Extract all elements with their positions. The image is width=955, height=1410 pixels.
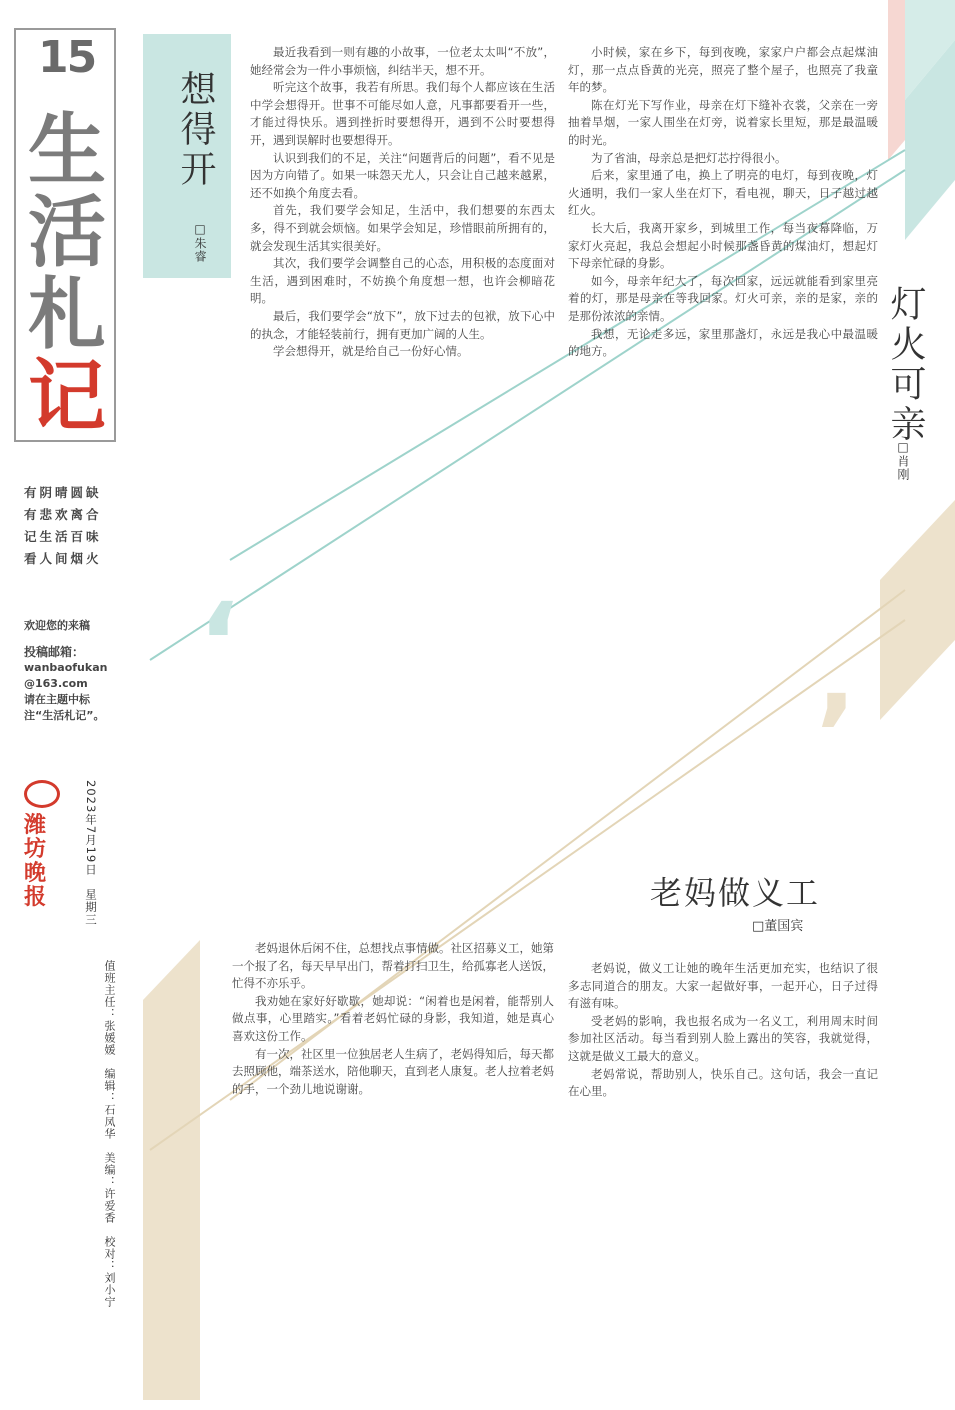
paragraph: 其次，我们要学会调整自己的心态，用积极的态度面对生活，遇到困难时，不妨换个角度想一想，也许会柳暗花明。	[250, 256, 555, 306]
issue-date: 2023年7月19日 星期三	[84, 780, 98, 926]
article-title-3: 老妈做义工	[650, 874, 821, 912]
paragraph: 最近我看到一则有趣的小故事，一位老太太叫“不放”，她经常会为一件小事烦恼，纠结半天，想不开。	[250, 45, 555, 77]
paragraph: 认识到我们的不足，关注“问题背后的问题”，看不见是因为方向错了。如果一味怨天尤人，只会让自己越来越累，还不如换个角度去看。	[250, 150, 555, 200]
article-byline-1: □朱睿	[193, 222, 207, 263]
article-body-1	[250, 44, 555, 544]
article-byline-2: □肖刚	[896, 440, 910, 481]
submission-note: 请在主题中标注“生活札记”。	[24, 693, 105, 722]
email-address[interactable]: @163.com	[24, 677, 88, 690]
section-slogan	[24, 482, 102, 570]
paragraph: 为了省油，母亲总是把灯芯拧得很小。	[591, 150, 787, 165]
paragraph: 如今，母亲年纪大了，每次回家，远远就能看到家里亮着的灯，那是母亲在等我回家。灯火可亲，亲的是家，亲的是那份浓浓的亲情。	[568, 273, 878, 323]
welcome-text: 欢迎您的来稿	[24, 619, 90, 632]
section-title-char: 生	[27, 105, 106, 196]
page-number: 15	[38, 32, 96, 83]
paragraph: 老妈常说，帮助别人，快乐自己。这句话，我会一直记在心里。	[568, 1066, 878, 1099]
paragraph: 受老妈的影响，我也报名成为一名义工，利用周末时间参加社区活动。每当看到别人脸上露出的笑容，我就觉得，这就是做义工最大的意义。	[568, 1013, 878, 1063]
close-quote-icon: ’	[815, 671, 857, 799]
paragraph: 首先，我们要学会知足，生活中，我们想要的东西太多，得不到就会烦恼。如果学会知足，珍惜眼前所拥有的，就会发现生活其实很美好。	[250, 203, 555, 253]
section-title-char: 札	[27, 269, 106, 360]
email-address[interactable]: wanbaofukan	[24, 661, 108, 674]
paragraph: 我劝她在家好好歇歇，她却说：“闲着也是闲着，能帮别人做点事，心里踏实。”看着老妈忙碌的身影，我知道，她是真心喜欢这份工作。	[232, 993, 554, 1043]
paragraph: 长大后，我离开家乡，到城里工作，每当夜幕降临，万家灯火亮起，我总会想起小时候那盏昏黄的煤油灯，想起灯下母亲忙碌的身影。	[568, 220, 878, 271]
slogan-line: 有悲欢离合	[24, 507, 102, 522]
email-label: 投稿邮箱：	[24, 645, 85, 659]
staff-credits: 值班主任：张媛媛 编辑：石凤华 美编：许爱香 校对：刘小宁	[103, 960, 116, 1308]
paragraph: 有一次，社区里一位独居老人生病了，老妈得知后，每天都去照顾他，端茶送水，陪他聊天，直到老人康复。老人拉着老妈的手，一个劲儿地说谢谢。	[232, 1046, 554, 1096]
paragraph: 听完这个故事，我若有所思。我们每个人都应该在生活中学会想得开。世事不可能尽如人意，凡事都要看开一些，才能过得快乐。遇到挫折时要想得开，遇到不公时要想得开，遇到误解时也要想得开。	[250, 80, 555, 147]
section-title-char: 记	[27, 351, 106, 442]
slogan-line: 看人间烟火	[24, 551, 102, 566]
slogan-line: 有阴晴圆缺	[24, 485, 102, 500]
article-title-1: 想得开	[175, 70, 216, 190]
paragraph: 后来，家里通了电，换上了明亮的电灯，每到夜晚，灯火通明，我们一家人坐在灯下，看电视，聊天，日子越过越红火。	[568, 168, 878, 218]
paragraph: 学会想得开，就是给自己一份好心情。	[273, 344, 469, 359]
paragraph: 最后，我们要学会“放下”，放下过去的包袱，放下心中的执念，才能轻装前行，拥有更加广阔的人生。	[250, 308, 555, 341]
logo-text: 潍坊晚报	[24, 813, 47, 910]
paragraph: 陈在灯光下写作业，母亲在灯下缝补衣裳，父亲在一旁抽着旱烟，一家人围坐在灯旁，说着家长里短，那是最温暖的时光。	[568, 97, 878, 147]
slogan-line: 记生活百味	[24, 529, 102, 544]
open-quote-icon: ‘	[198, 579, 240, 707]
article-title-2: 灯火可亲	[885, 285, 926, 445]
article-body-3b	[568, 960, 878, 1400]
submission-info	[24, 618, 118, 724]
paragraph: 老妈退休后闲不住，总想找点事情做。社区招募义工，她第一个报了名，每天早早出门，帮着打扫卫生，给孤寡老人送饭，忙得不亦乐乎。	[232, 941, 554, 991]
section-title-char: 活	[27, 187, 106, 278]
article-body-3a	[232, 940, 554, 1400]
paragraph: 老妈说，做义工让她的晚年生活更加充实，也结识了很多志同道合的朋友。大家一起做好事，一起开心，日子过得有滋有味。	[568, 961, 878, 1011]
article-byline-3: □董国宾	[752, 919, 804, 934]
logo-icon	[24, 780, 60, 808]
section-title	[22, 105, 112, 442]
paragraph: 我想，无论走多远，家里那盏灯，永远是我心中最温暖的地方。	[568, 326, 878, 359]
newspaper-logo	[24, 780, 64, 910]
paragraph: 小时候，家在乡下，每到夜晚，家家户户都会点起煤油灯，那一点点昏黄的光亮，照亮了整个屋子，也照亮了我童年的梦。	[568, 45, 878, 95]
